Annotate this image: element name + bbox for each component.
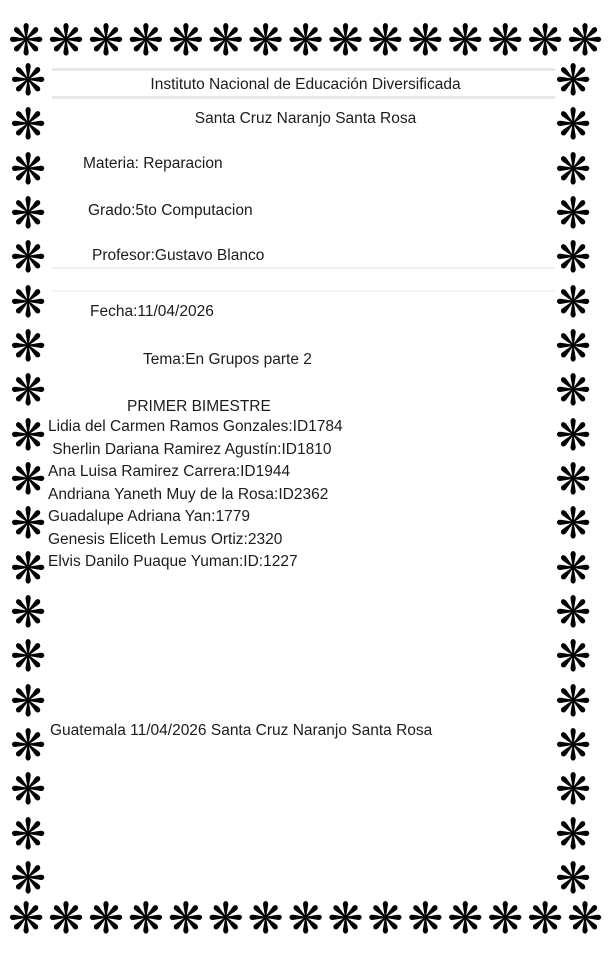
flower-icon: ❋ — [554, 366, 592, 417]
flower-icon: ❋ — [9, 676, 47, 727]
separator-rule-2 — [52, 290, 555, 292]
student-line: Genesis Eliceth Lemus Ortiz:2320 — [48, 530, 283, 548]
section-title: PRIMER BIMESTRE — [127, 398, 271, 415]
flower-icon: ❋ — [487, 16, 524, 66]
flower-icon: ❋ — [287, 16, 324, 66]
flower-icon: ❋ — [8, 16, 45, 66]
flower-icon: ❋ — [554, 188, 592, 239]
flower-icon: ❋ — [9, 233, 47, 284]
flower-icon: ❋ — [207, 16, 244, 66]
flower-icon: ❋ — [87, 16, 124, 66]
flower-icon: ❋ — [247, 16, 284, 66]
flower-icon: ❋ — [8, 894, 45, 944]
flower-icon: ❋ — [554, 587, 592, 638]
flower-icon: ❋ — [554, 543, 592, 594]
flower-icon: ❋ — [247, 894, 284, 944]
flower-icon: ❋ — [554, 454, 592, 505]
student-line: Sherlin Dariana Ramirez Agustín:ID1810 — [48, 440, 332, 458]
flower-icon: ❋ — [9, 366, 47, 417]
flower-icon: ❋ — [9, 144, 47, 195]
flower-icon: ❋ — [367, 894, 404, 944]
border-right — [552, 56, 594, 904]
flower-icon: ❋ — [447, 16, 484, 66]
tema-line: Tema:En Grupos parte 2 — [143, 351, 312, 368]
student-line: Andriana Yaneth Muy de la Rosa:ID2362 — [48, 485, 329, 503]
flower-icon: ❋ — [554, 853, 592, 904]
flower-icon: ❋ — [554, 144, 592, 195]
flower-icon: ❋ — [447, 894, 484, 944]
institution-location: Santa Cruz Naranjo Santa Rosa — [194, 110, 417, 127]
flower-icon: ❋ — [554, 632, 592, 683]
flower-icon: ❋ — [127, 16, 164, 66]
flower-icon: ❋ — [9, 100, 47, 151]
flower-icon: ❋ — [9, 499, 47, 550]
flower-icon: ❋ — [407, 894, 444, 944]
flower-icon: ❋ — [9, 765, 47, 816]
student-line: Lidia del Carmen Ramos Gonzales:ID1784 — [48, 418, 343, 435]
border-left — [7, 56, 49, 904]
flower-icon: ❋ — [526, 16, 564, 66]
flower-icon: ❋ — [167, 16, 204, 66]
flower-icon: ❋ — [9, 809, 47, 860]
flower-icon: ❋ — [327, 16, 364, 66]
flower-icon: ❋ — [554, 321, 592, 372]
flower-icon: ❋ — [487, 894, 524, 944]
flower-icon: ❋ — [167, 894, 204, 944]
flower-icon: ❋ — [566, 16, 603, 66]
flower-icon: ❋ — [327, 894, 364, 944]
student-list — [48, 416, 528, 574]
flower-icon: ❋ — [9, 853, 47, 904]
flower-icon: ❋ — [47, 894, 84, 944]
flower-icon: ❋ — [9, 632, 47, 683]
footer-line: Guatemala 11/04/2026 Santa Cruz Naranjo Santa Rosa — [50, 722, 433, 739]
title-rule-top — [52, 68, 555, 71]
student-line: Elvis Danilo Puaque Yuman:ID:1227 — [48, 553, 298, 570]
student-line: Guadalupe Adriana Yan:1779 — [48, 508, 250, 525]
flower-icon: ❋ — [554, 499, 592, 550]
flower-icon: ❋ — [9, 277, 47, 328]
flower-icon: ❋ — [47, 16, 84, 66]
materia-line: Materia: Reparacion — [83, 155, 223, 172]
separator-rule-1 — [52, 267, 555, 269]
flower-icon: ❋ — [9, 56, 47, 106]
flower-icon: ❋ — [554, 233, 592, 284]
flower-icon: ❋ — [9, 587, 47, 638]
flower-icon: ❋ — [566, 894, 603, 944]
profesor-line: Profesor:Gustavo Blanco — [92, 247, 265, 264]
flower-icon: ❋ — [367, 16, 404, 66]
flower-icon: ❋ — [554, 809, 592, 860]
flower-icon: ❋ — [554, 100, 592, 151]
flower-icon: ❋ — [9, 720, 47, 771]
title-rule-bottom — [52, 96, 555, 99]
border-bottom — [8, 894, 603, 944]
flower-icon: ❋ — [9, 410, 47, 461]
flower-icon: ❋ — [554, 676, 592, 727]
flower-icon: ❋ — [87, 894, 124, 944]
flower-icon: ❋ — [526, 894, 564, 944]
flower-icon: ❋ — [554, 410, 592, 461]
flower-icon: ❋ — [207, 894, 244, 944]
fecha-line: Fecha:11/04/2026 — [90, 303, 214, 320]
flower-icon: ❋ — [554, 56, 592, 106]
flower-icon: ❋ — [407, 16, 444, 66]
flower-icon: ❋ — [9, 321, 47, 372]
flower-icon: ❋ — [554, 765, 592, 816]
flower-icon: ❋ — [554, 277, 592, 328]
flower-icon: ❋ — [554, 720, 592, 771]
flower-icon: ❋ — [127, 894, 164, 944]
border-top — [8, 16, 603, 66]
flower-icon: ❋ — [9, 188, 47, 239]
flower-icon: ❋ — [9, 543, 47, 594]
student-line: Ana Luisa Ramirez Carrera:ID1944 — [48, 463, 291, 480]
flower-icon: ❋ — [9, 454, 47, 505]
institution-title: Instituto Nacional de Educación Diversificada — [150, 76, 461, 93]
grado-line: Grado:5to Computacion — [88, 202, 253, 219]
flower-icon: ❋ — [287, 894, 324, 944]
